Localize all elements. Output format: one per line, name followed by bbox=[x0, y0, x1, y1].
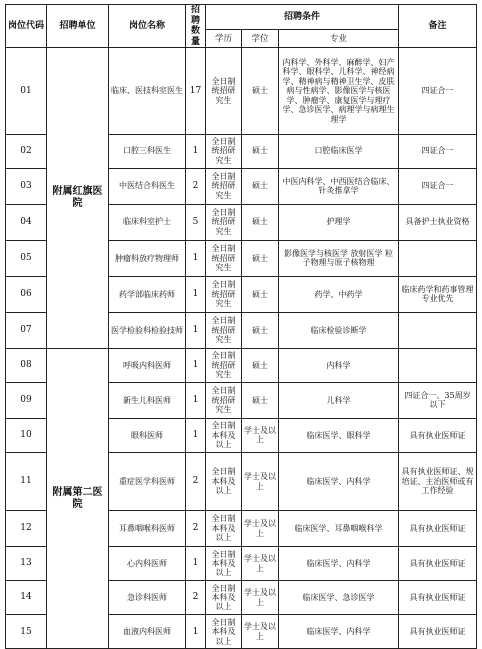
table-row bbox=[6, 48, 477, 134]
major: 临床医学、内科学 bbox=[279, 547, 399, 581]
major: 口腔临床医学 bbox=[279, 134, 399, 168]
header-conditions: 招聘条件 bbox=[206, 5, 399, 30]
position-code: 04 bbox=[6, 204, 47, 240]
hire-count: 1 bbox=[186, 547, 206, 581]
education: 全日制统招研究生 bbox=[206, 240, 242, 276]
degree: 学士及以上 bbox=[242, 547, 279, 581]
position-code: 13 bbox=[6, 547, 47, 581]
degree: 硕士 bbox=[242, 382, 279, 418]
position-name: 临床、医技科室医生 bbox=[109, 48, 186, 134]
major: 临床医学、急诊医学 bbox=[279, 581, 399, 615]
position-name: 口腔三科医生 bbox=[109, 134, 186, 168]
hire-count: 2 bbox=[186, 511, 206, 547]
hire-count: 2 bbox=[186, 581, 206, 615]
position-name: 新生儿科医师 bbox=[109, 382, 186, 418]
major: 儿科学 bbox=[279, 382, 399, 418]
recruitment-table bbox=[5, 4, 477, 649]
remarks: 具有执业医师证 bbox=[399, 547, 477, 581]
header-education: 学历 bbox=[206, 29, 242, 48]
education: 全日制统招研究生 bbox=[206, 348, 242, 382]
remarks: 四证合一 bbox=[399, 134, 477, 168]
education: 全日制统招研究生 bbox=[206, 204, 242, 240]
education: 全日制本科及以上 bbox=[206, 615, 242, 649]
hire-count: 1 bbox=[186, 134, 206, 168]
degree: 学士及以上 bbox=[242, 511, 279, 547]
position-code: 15 bbox=[6, 615, 47, 649]
position-code: 08 bbox=[6, 348, 47, 382]
remarks bbox=[399, 240, 477, 276]
major: 临床医学、眼科学 bbox=[279, 418, 399, 452]
degree: 硕士 bbox=[242, 204, 279, 240]
degree: 硕士 bbox=[242, 312, 279, 348]
position-code: 10 bbox=[6, 418, 47, 452]
position-name: 肿瘤科放疗物理师 bbox=[109, 240, 186, 276]
education: 全日制统招研究生 bbox=[206, 312, 242, 348]
major: 临床医学、耳鼻咽喉科学 bbox=[279, 511, 399, 547]
position-code: 02 bbox=[6, 134, 47, 168]
position-code: 07 bbox=[6, 312, 47, 348]
hire-count: 1 bbox=[186, 382, 206, 418]
remarks: 具有执业医师证 bbox=[399, 511, 477, 547]
major: 临床医学、内科学 bbox=[279, 615, 399, 649]
degree: 硕士 bbox=[242, 134, 279, 168]
major: 临床检验诊断学 bbox=[279, 312, 399, 348]
hire-count: 1 bbox=[186, 276, 206, 312]
remarks: 四证合一、35周岁以下 bbox=[399, 382, 477, 418]
position-code: 01 bbox=[6, 48, 47, 134]
remarks: 具有执业医师证 bbox=[399, 615, 477, 649]
header-major: 专业 bbox=[279, 29, 399, 48]
position-code: 09 bbox=[6, 382, 47, 418]
position-code: 03 bbox=[6, 168, 47, 204]
degree: 学士及以上 bbox=[242, 615, 279, 649]
degree: 硕士 bbox=[242, 168, 279, 204]
hire-count: 2 bbox=[186, 168, 206, 204]
education: 全日制本科及以上 bbox=[206, 547, 242, 581]
education: 全日制本科及以上 bbox=[206, 511, 242, 547]
header-unit: 招聘单位 bbox=[47, 5, 109, 48]
position-name: 呼吸内科医师 bbox=[109, 348, 186, 382]
remarks: 具有执业医师证、规培证、主治医师或有工作经验 bbox=[399, 453, 477, 511]
remarks: 具有执业医师证 bbox=[399, 581, 477, 615]
degree: 硕士 bbox=[242, 240, 279, 276]
education: 全日制统招研究生 bbox=[206, 134, 242, 168]
hire-count: 1 bbox=[186, 418, 206, 452]
remarks: 具有执业医师证 bbox=[399, 418, 477, 452]
hire-count: 1 bbox=[186, 615, 206, 649]
table-row bbox=[6, 348, 477, 382]
remarks: 临床药学和药事管理专业优先 bbox=[399, 276, 477, 312]
position-code: 14 bbox=[6, 581, 47, 615]
position-name: 药学部临床药师 bbox=[109, 276, 186, 312]
major: 护理学 bbox=[279, 204, 399, 240]
position-name: 心内科医师 bbox=[109, 547, 186, 581]
position-name: 耳鼻咽喉科医师 bbox=[109, 511, 186, 547]
education: 全日制统招研究生 bbox=[206, 48, 242, 134]
hire-count: 1 bbox=[186, 240, 206, 276]
degree: 学士及以上 bbox=[242, 418, 279, 452]
education: 全日制本科及以上 bbox=[206, 581, 242, 615]
position-name: 重症医学科医师 bbox=[109, 453, 186, 511]
header-code: 岗位代码 bbox=[6, 5, 47, 48]
remarks: 具备护士执业资格 bbox=[399, 204, 477, 240]
major: 内科学、外科学、麻醉学、妇产科学、眼科学、儿科学、神经病学、精神病与精神卫生学、皮肤病与性病学、影像医学与核医学、肿瘤学、康复医学与理疗学、急诊医学、病理学与病理生理学 bbox=[279, 48, 399, 134]
hire-count: 17 bbox=[186, 48, 206, 134]
position-name: 急诊科医师 bbox=[109, 581, 186, 615]
major: 影像医学与核医学 放射医学 粒子物理与原子核物理 bbox=[279, 240, 399, 276]
unit-name: 附属第二医院 bbox=[47, 348, 109, 649]
position-name: 中医结合科医生 bbox=[109, 168, 186, 204]
degree: 硕士 bbox=[242, 348, 279, 382]
hire-count: 1 bbox=[186, 348, 206, 382]
position-code: 06 bbox=[6, 276, 47, 312]
major: 临床医学、内科学 bbox=[279, 453, 399, 511]
header-degree: 学位 bbox=[242, 29, 279, 48]
hire-count: 2 bbox=[186, 453, 206, 511]
hire-count: 1 bbox=[186, 312, 206, 348]
position-name: 眼科医师 bbox=[109, 418, 186, 452]
degree: 学士及以上 bbox=[242, 453, 279, 511]
remarks bbox=[399, 312, 477, 348]
education: 全日制统招研究生 bbox=[206, 382, 242, 418]
remarks: 四证合一 bbox=[399, 168, 477, 204]
education: 全日制本科及以上 bbox=[206, 418, 242, 452]
remarks: 四证合一 bbox=[399, 48, 477, 134]
position-name: 血液内科医师 bbox=[109, 615, 186, 649]
position-code: 12 bbox=[6, 511, 47, 547]
degree: 学士及以上 bbox=[242, 581, 279, 615]
position-code: 11 bbox=[6, 453, 47, 511]
degree: 硕士 bbox=[242, 276, 279, 312]
major: 内科学 bbox=[279, 348, 399, 382]
unit-name: 附属红旗医院 bbox=[47, 48, 109, 348]
header-remarks: 备注 bbox=[399, 5, 477, 48]
hire-count: 5 bbox=[186, 204, 206, 240]
position-code: 05 bbox=[6, 240, 47, 276]
major: 药学、中药学 bbox=[279, 276, 399, 312]
major: 中医内科学、中西医结合临床、针灸推拿学 bbox=[279, 168, 399, 204]
position-name: 医学检验科检验技师 bbox=[109, 312, 186, 348]
header-count: 招聘数量 bbox=[186, 5, 206, 48]
remarks bbox=[399, 348, 477, 382]
education: 全日制统招研究生 bbox=[206, 168, 242, 204]
education: 全日制统招研究生 bbox=[206, 276, 242, 312]
header-position: 岗位名称 bbox=[109, 5, 186, 48]
position-name: 临床科室护士 bbox=[109, 204, 186, 240]
education: 全日制本科及以上 bbox=[206, 453, 242, 511]
degree: 硕士 bbox=[242, 48, 279, 134]
